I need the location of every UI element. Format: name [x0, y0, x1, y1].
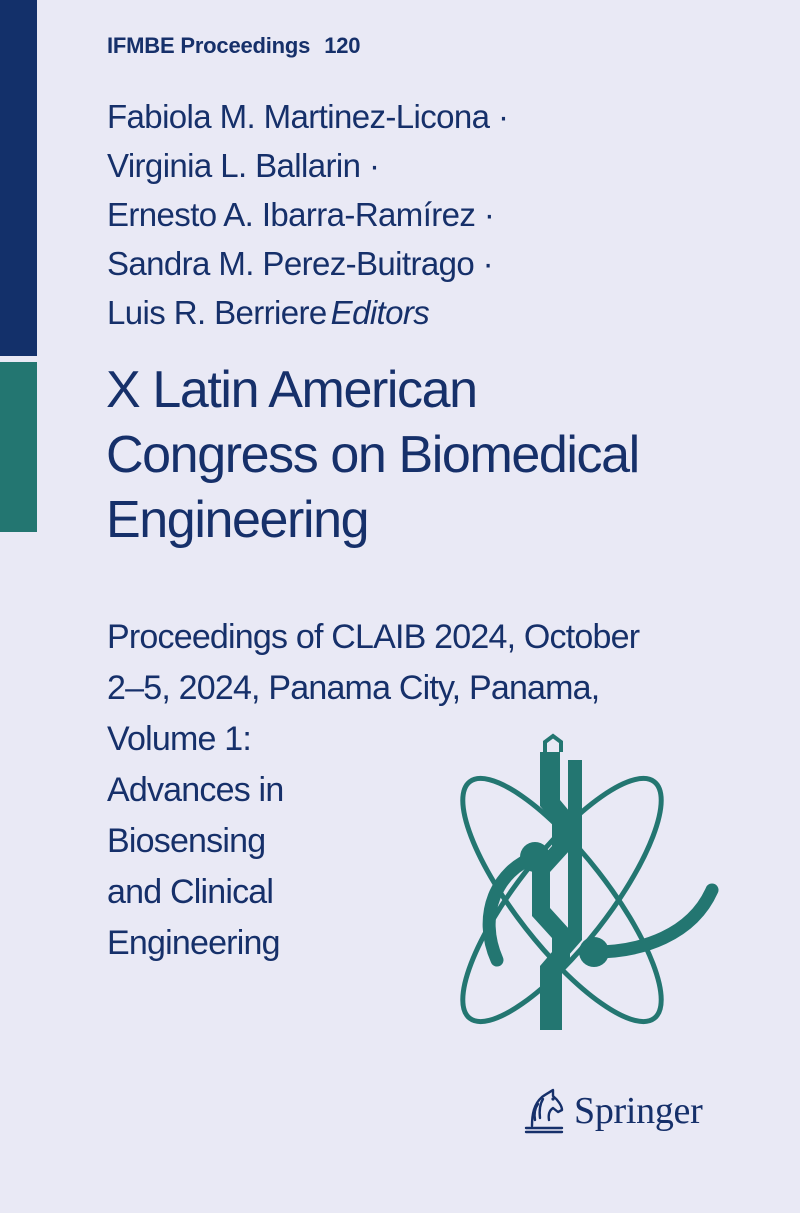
publisher-name: Springer — [574, 1090, 703, 1132]
editors-list — [107, 92, 508, 337]
subtitle-line: Advances in — [107, 771, 284, 809]
editor-name: Luis R. Berriere — [107, 294, 327, 331]
series-volume: 120 — [324, 33, 361, 58]
editor-name: Ernesto A. Ibarra-Ramírez · — [107, 196, 495, 233]
subtitle-line: Proceedings of CLAIB 2024, October — [107, 618, 640, 656]
editor-name: Virginia L. Ballarin · — [107, 147, 380, 184]
title-line: Engineering — [106, 491, 369, 549]
editors-role: Editors — [330, 294, 430, 331]
editor-name-last — [107, 288, 508, 337]
series-name: IFMBE Proceedings — [107, 33, 311, 58]
subtitle-line: and Clinical — [107, 873, 274, 911]
publisher-logo — [522, 1088, 702, 1134]
springer-horse-icon — [522, 1088, 566, 1134]
title-line: Congress on Biomedical — [106, 426, 639, 484]
cover-stripe-navy — [0, 0, 37, 356]
subtitle-line: Engineering — [107, 924, 280, 962]
title-line: X Latin American — [106, 361, 477, 419]
editor-name: Sandra M. Perez-Buitrago · — [107, 245, 494, 282]
subtitle-line: Biosensing — [107, 822, 266, 860]
book-title — [106, 358, 786, 553]
series-label — [107, 33, 360, 59]
biomedical-atom-caduceus-icon — [412, 730, 722, 1050]
editor-name: Fabiola M. Martinez-Licona · — [107, 98, 509, 135]
subtitle-line: 2–5, 2024, Panama City, Panama, — [107, 669, 600, 707]
subtitle-line: Volume 1: — [107, 720, 252, 758]
cover-stripe-teal — [0, 362, 37, 532]
